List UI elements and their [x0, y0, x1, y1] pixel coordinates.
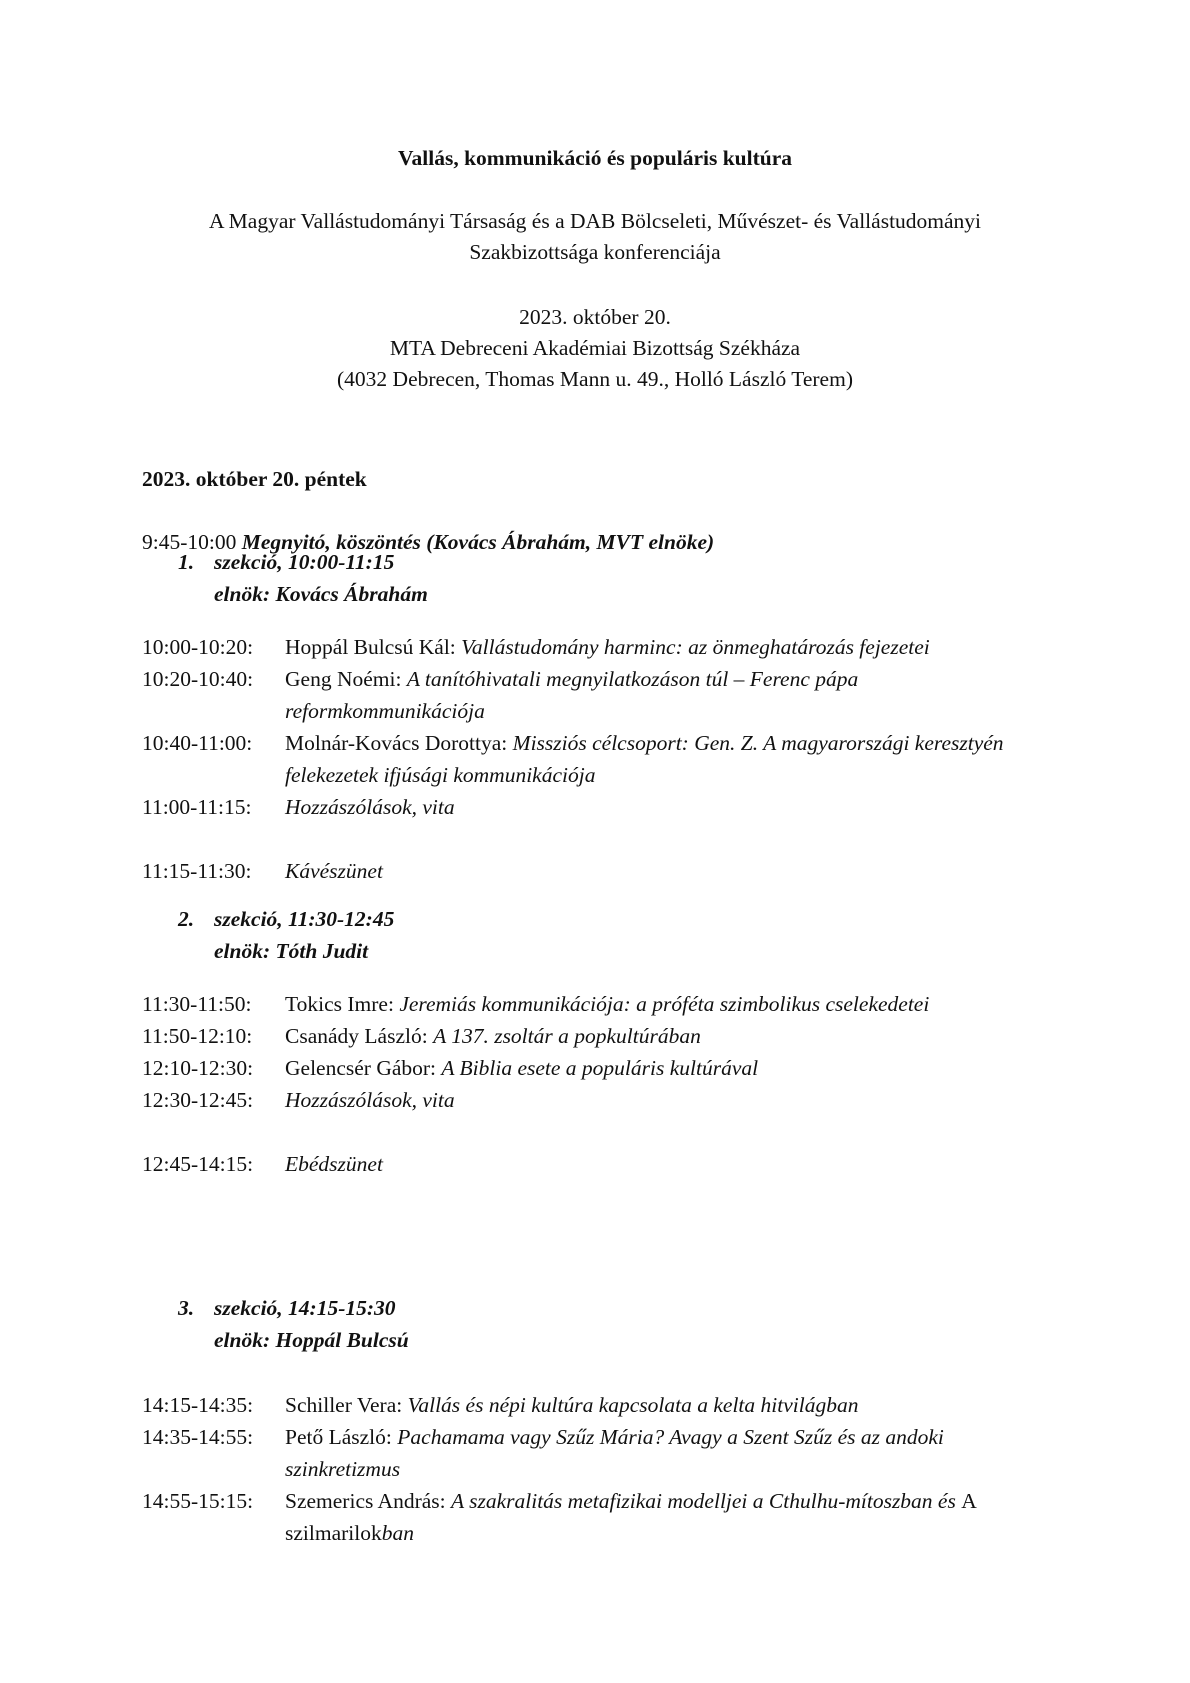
talk-content: [285, 727, 1062, 791]
section-3-schedule: [142, 1389, 1062, 1549]
section-3-header: [178, 1292, 409, 1356]
table-row: [142, 1421, 1062, 1485]
table-row: [142, 1389, 1062, 1421]
talk-time: 10:00-10:20:: [142, 635, 254, 659]
section-1-header: [178, 546, 428, 610]
section-1-schedule: [142, 631, 1062, 887]
talk-speaker: Schiller Vera:: [285, 1393, 408, 1417]
talk-title: Pachamama vagy Szűz Mária? Avagy a Szent Szűz és az andoki szinkretizmus: [285, 1425, 944, 1481]
subtitle-line-1: A Magyar Vallástudományi Társaság és a DAB Bölcseleti, Művészet- és Vallástudományi: [208, 209, 982, 233]
talk-time: 11:30-11:50:: [142, 992, 252, 1016]
talk-time: 10:40-11:00:: [142, 731, 253, 755]
table-row: [142, 1084, 1062, 1116]
talk-speaker: Tokics Imre:: [285, 992, 400, 1016]
table-row: [142, 727, 1062, 791]
talk-time: 14:15-14:35:: [142, 1393, 254, 1417]
talk-title: Vallás és népi kultúra kapcsolata a kelta hitvilágban: [407, 1393, 859, 1417]
talk-title: Missziós célcsoport: Gen. Z. A magyarországi keresztyén felekezetek ifjúsági kommunikációja: [285, 731, 1004, 787]
talk-speaker: Pető László:: [285, 1425, 398, 1449]
table-row: [142, 1020, 1062, 1052]
talk-time: 10:20-10:40:: [142, 667, 254, 691]
talk-title: A tanítóhivatali megnyilatkozáson túl – Ferenc pápa reformkommunikációja: [285, 667, 859, 723]
talk-time: 12:10-12:30:: [142, 1056, 254, 1080]
talk-content: [285, 1389, 1062, 1421]
section-2-header: [178, 903, 394, 967]
table-row: [142, 1485, 1062, 1549]
venue-name: MTA Debreceni Akadémiai Bizottság Székháza: [389, 336, 801, 360]
section-heading: szekció, 11:30-12:45: [214, 907, 395, 931]
talk-title: A Biblia esete a populáris kultúrával: [441, 1056, 759, 1080]
talk-speaker: Gelencsér Gábor:: [285, 1056, 442, 1080]
break-label: Kávészünet: [285, 859, 383, 883]
talk-content: [285, 988, 1062, 1020]
talk-time: 11:00-11:15:: [142, 795, 252, 819]
table-row: [142, 988, 1062, 1020]
break-time: 11:15-11:30:: [142, 859, 252, 883]
talk-content: [285, 1020, 1062, 1052]
event-date: 2023. október 20.: [519, 305, 671, 329]
talk-speaker: Szemerics András:: [285, 1489, 451, 1513]
talk-content: [285, 663, 1062, 727]
talk-title: Hozzászólások, vita: [285, 795, 455, 819]
venue-block: [0, 302, 1190, 395]
talk-speaker: Molnár-Kovács Dorottya:: [285, 731, 513, 755]
section-heading: szekció, 14:15-15:30: [214, 1296, 396, 1320]
opening-time: 9:45-10:00: [142, 530, 237, 554]
section-number: 2.: [178, 907, 195, 931]
talk-speaker: Hoppál Bulcsú Kál:: [285, 635, 462, 659]
section-number: 3.: [178, 1296, 195, 1320]
organizer-subtitle: [0, 206, 1190, 268]
break-row: [142, 855, 1062, 887]
talk-title: Jeremiás kommunikációja: a próféta szimbolikus cselekedetei: [399, 992, 930, 1016]
talk-time: 12:30-12:45:: [142, 1088, 254, 1112]
talk-speaker: Geng Noémi:: [285, 667, 407, 691]
talk-title-plain: A szilmarilok: [285, 1489, 976, 1545]
document-title: Vallás, kommunikáció és populáris kultúra: [397, 146, 793, 170]
section-2-schedule: [142, 988, 1062, 1180]
talk-title: A szakralitás metafizikai modelljei a Cthulhu-mítoszban és: [451, 1489, 962, 1513]
talk-speaker: Csanády László:: [285, 1024, 434, 1048]
talk-time: 11:50-12:10:: [142, 1024, 253, 1048]
talk-time: 14:55-15:15:: [142, 1489, 254, 1513]
talk-content: [285, 1485, 1062, 1549]
section-heading: szekció, 10:00-11:15: [214, 550, 395, 574]
day-heading: 2023. október 20. péntek: [142, 467, 367, 491]
talk-title-suffix: ban: [381, 1521, 414, 1545]
talk-content: [285, 1421, 1062, 1485]
section-number: 1.: [178, 550, 195, 574]
table-row: [142, 663, 1062, 727]
talk-content: [285, 1052, 1062, 1084]
talk-content: [285, 791, 1062, 823]
talk-title: A 137. zsoltár a popkultúrában: [433, 1024, 701, 1048]
talk-time: 14:35-14:55:: [142, 1425, 254, 1449]
section-chair: elnök: Hoppál Bulcsú: [214, 1328, 409, 1352]
table-row: [142, 631, 1062, 663]
break-time: 12:45-14:15:: [142, 1152, 254, 1176]
subtitle-line-2: Szakbizottsága konferenciája: [469, 240, 721, 264]
table-row: [142, 791, 1062, 823]
table-row: [142, 1052, 1062, 1084]
break-label: Ebédszünet: [285, 1152, 383, 1176]
talk-title: Vallástudomány harminc: az önmeghatározás fejezetei: [461, 635, 930, 659]
talk-title: Hozzászólások, vita: [285, 1088, 455, 1112]
section-chair: elnök: Tóth Judit: [214, 939, 369, 963]
break-row: [142, 1148, 1062, 1180]
section-chair: elnök: Kovács Ábrahám: [214, 582, 428, 606]
venue-address: (4032 Debrecen, Thomas Mann u. 49., Holló László Terem): [337, 367, 853, 391]
talk-content: [285, 1084, 1062, 1116]
talk-content: [285, 631, 1062, 663]
opening-title: Megnyitó, köszöntés (Kovács Ábrahám, MVT elnöke): [241, 530, 715, 554]
